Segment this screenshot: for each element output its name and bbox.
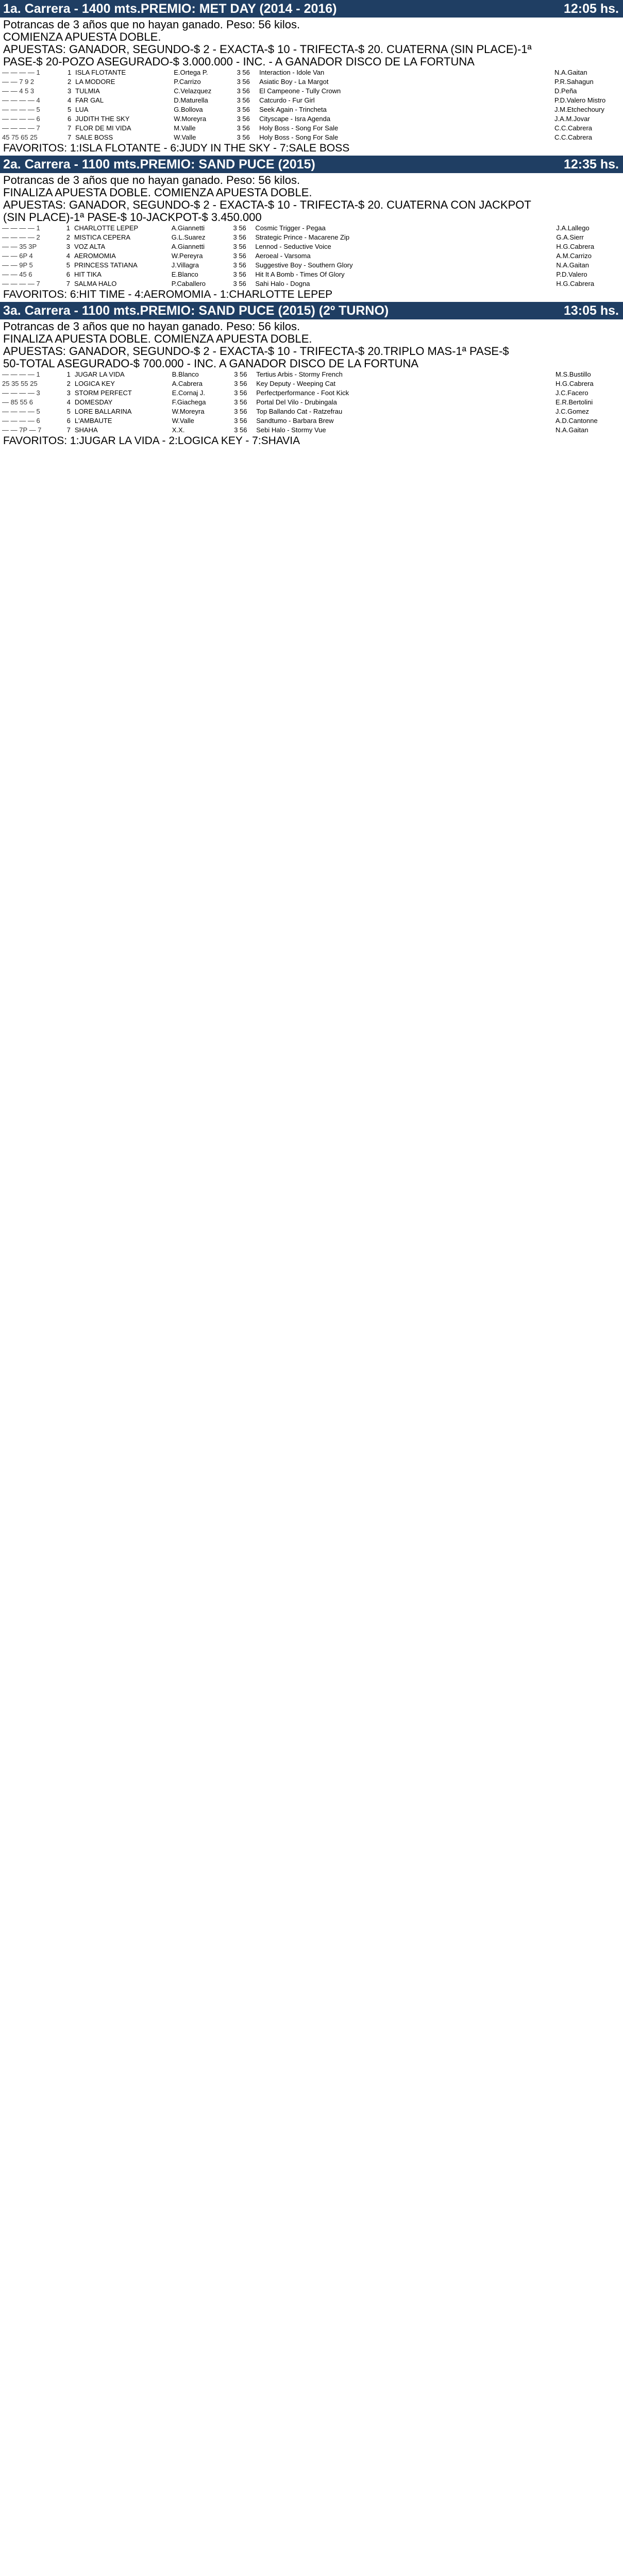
entry-number: 6: [67, 115, 72, 123]
entry-notes: [344, 77, 554, 87]
age-weight: 3 56: [237, 87, 250, 95]
trainer-name: D.Peña: [554, 87, 577, 95]
entry-notes: [351, 407, 555, 416]
entry-number: 6: [66, 270, 70, 278]
entry-number: 7: [67, 133, 72, 141]
age-weight: 3 56: [237, 124, 250, 132]
pedigree: Strategic Prince - Macarene Zip: [255, 233, 350, 241]
jockey-name: P.Carrizo: [174, 78, 201, 86]
jockey-name: E.Ortega P.: [174, 69, 208, 76]
condition-line: APUESTAS: GANADOR, SEGUNDO-$ 2 - EXACTA-$ 10 - TRIFECTA-$ 20. CUATERNA CON JACKPOT: [3, 199, 531, 211]
entry-row: [2, 224, 623, 233]
pedigree: Holy Boss - Song For Sale: [259, 133, 339, 141]
trainer-name: H.G.Cabrera: [556, 243, 595, 250]
horse-name: FLOR DE MI VIDA: [75, 124, 131, 132]
pedigree: Catcurdo - Fur Girl: [259, 96, 315, 104]
pedigree: Cityscape - Isra Agenda: [259, 115, 331, 123]
entry-form: — — — — 1: [2, 224, 40, 232]
age-weight: 3 56: [233, 224, 246, 232]
race-card: [0, 302, 623, 448]
entry-number: 3: [67, 87, 72, 95]
jockey-name: E.Blanco: [171, 270, 198, 278]
entry-row: [2, 105, 623, 114]
jockey-name: W.Valle: [174, 133, 196, 141]
entry-row: [2, 407, 623, 416]
horse-name: STORM PERFECT: [74, 389, 132, 397]
trainer-name: J.M.Etchechoury: [554, 106, 604, 113]
horse-name: DOMESDAY: [74, 398, 113, 406]
trainer-name: J.A.M.Jovar: [554, 115, 590, 123]
entry-row: [2, 233, 623, 242]
entry-form: — — — — 4: [2, 96, 40, 104]
entry-notes: [355, 233, 557, 242]
race-header: [0, 302, 623, 319]
jockey-name: E.Cornaj J.: [172, 389, 206, 397]
age-weight: 3 56: [237, 96, 250, 104]
entry-form: — — 45 6: [2, 270, 32, 278]
trainer-name: C.C.Cabrera: [554, 133, 593, 141]
favorites-line: FAVORITOS: 6:HIT TIME - 4:AEROMOMIA - 1:CHARLOTTE LEPEP: [3, 289, 333, 300]
pedigree: Sahi Halo - Dogna: [255, 280, 310, 287]
pedigree: Seek Again - Trincheta: [259, 106, 327, 113]
favorites-line: FAVORITOS: 1:ISLA FLOTANTE - 6:JUDY IN THE SKY - 7:SALE BOSS: [3, 142, 350, 154]
entry-row: [2, 133, 623, 142]
entry-number: 7: [66, 426, 71, 434]
trainer-name: M.S.Bustillo: [555, 370, 591, 378]
entry-form: — — 7P — 7: [2, 426, 42, 434]
entry-row: [2, 242, 623, 251]
entry-notes: [344, 105, 554, 114]
jockey-name: W.Pereyra: [171, 252, 203, 260]
entry-notes: [355, 224, 557, 233]
entry-notes: [344, 96, 554, 105]
age-weight: 3 56: [237, 69, 250, 76]
horse-name: LUA: [75, 106, 89, 113]
entry-form: — — 7 9 2: [2, 78, 35, 86]
race-time: 13:05 hs.: [563, 303, 619, 318]
race-title: 2a. Carrera - 1100 mts.PREMIO: SAND PUCE (2015): [3, 157, 315, 172]
horse-name: AEROMOMIA: [74, 252, 116, 260]
jockey-name: F.Giachega: [172, 398, 206, 406]
jockey-name: G.L.Suarez: [171, 233, 206, 241]
entries-table: [2, 68, 623, 142]
pedigree: Perfectperformance - Foot Kick: [256, 389, 349, 397]
horse-name: VOZ ALTA: [74, 243, 106, 250]
age-weight: 3 56: [234, 380, 247, 387]
entry-row: [2, 279, 623, 289]
entry-notes: [351, 398, 555, 407]
trainer-name: A.M.Carrizo: [556, 252, 592, 260]
race-title: 1a. Carrera - 1400 mts.PREMIO: MET DAY (2014 - 2016): [3, 2, 337, 16]
jockey-name: W.Moreyra: [174, 115, 207, 123]
condition-line: Potrancas de 3 años que no hayan ganado. Peso: 56 kilos.: [3, 19, 300, 31]
condition-line: FINALIZA APUESTA DOBLE. COMIENZA APUESTA DOBLE.: [3, 187, 312, 199]
trainer-name: H.G.Cabrera: [555, 380, 594, 387]
entry-form: — — — — 7: [2, 124, 40, 132]
age-weight: 3 56: [237, 115, 250, 123]
jockey-name: A.Giannetti: [171, 243, 205, 250]
age-weight: 3 56: [233, 270, 246, 278]
entry-row: [2, 261, 623, 270]
entry-row: [2, 96, 623, 105]
pedigree: Tertius Arbis - Stormy French: [256, 370, 343, 378]
pedigree: Suggestive Boy - Southern Glory: [255, 261, 353, 269]
trainer-name: N.A.Gaitan: [554, 69, 587, 76]
trainer-name: C.C.Cabrera: [554, 124, 593, 132]
pedigree: Cosmic Trigger - Pegaa: [255, 224, 326, 232]
entry-notes: [344, 133, 554, 142]
horse-name: LOGICA KEY: [74, 380, 115, 387]
entry-row: [2, 124, 623, 133]
age-weight: 3 56: [237, 78, 250, 86]
pedigree: Sandtumo - Barbara Brew: [256, 417, 334, 425]
entry-number: 2: [66, 380, 71, 387]
trainer-name: A.D.Cantonne: [555, 417, 598, 425]
age-weight: 3 56: [233, 233, 246, 241]
entry-form: — 85 55 6: [2, 398, 33, 406]
entry-form: — — — — 1: [2, 370, 40, 378]
entry-notes: [344, 87, 554, 96]
condition-line: PASE-$ 20-POZO ASEGURADO-$ 3.000.000 - INC. - A GANADOR DISCO DE LA FORTUNA: [3, 56, 475, 68]
age-weight: 3 56: [234, 426, 247, 434]
race-title: 3a. Carrera - 1100 mts.PREMIO: SAND PUCE (2015) (2º TURNO): [3, 303, 389, 318]
race-time: 12:05 hs.: [563, 2, 619, 16]
jockey-name: W.Moreyra: [172, 408, 205, 415]
jockey-name: J.Villagra: [171, 261, 199, 269]
race-card: [0, 156, 623, 302]
entry-row: [2, 388, 623, 398]
entry-number: 1: [66, 224, 70, 232]
condition-line: FINALIZA APUESTA DOBLE. COMIENZA APUESTA DOBLE.: [3, 333, 312, 345]
pedigree: Interaction - Idole Van: [259, 69, 325, 76]
entry-form: — — — — 1: [2, 69, 40, 76]
pedigree: Hit It A Bomb - Times Of Glory: [255, 270, 345, 278]
horse-name: CHARLOTTE LEPEP: [74, 224, 139, 232]
jockey-name: A.Giannetti: [171, 224, 205, 232]
race-card: [0, 0, 623, 156]
horse-name: LA MODORE: [75, 78, 115, 86]
entry-number: 5: [66, 261, 70, 269]
horse-name: SHAHA: [74, 426, 98, 434]
entry-notes: [344, 68, 554, 77]
entry-form: — — — — 6: [2, 115, 40, 123]
entry-row: [2, 270, 623, 279]
trainer-name: E.R.Bertolini: [555, 398, 593, 406]
trainer-name: N.A.Gaitan: [555, 426, 588, 434]
entry-row: [2, 87, 623, 96]
race-conditions: [0, 18, 623, 68]
age-weight: 3 56: [233, 252, 246, 260]
entry-number: 7: [66, 280, 70, 287]
jockey-name: C.Velazquez: [174, 87, 212, 95]
entry-notes: [355, 242, 557, 251]
entry-form: — — 6P 4: [2, 252, 33, 260]
trainer-name: J.A.Lallego: [556, 224, 590, 232]
jockey-name: B.Blanco: [172, 370, 199, 378]
entry-form: — — — — 6: [2, 417, 40, 425]
condition-line: COMIENZA APUESTA DOBLE.: [3, 31, 161, 43]
jockey-name: A.Cabrera: [172, 380, 203, 387]
entry-number: 3: [66, 243, 70, 250]
entry-row: [2, 68, 623, 77]
entry-notes: [351, 416, 555, 426]
condition-line: Potrancas de 3 años que no hayan ganado. Peso: 56 kilos.: [3, 174, 300, 187]
entry-number: 4: [67, 96, 72, 104]
entry-notes: [351, 370, 555, 379]
age-weight: 3 56: [237, 133, 250, 141]
entry-form: — — — — 5: [2, 106, 40, 113]
age-weight: 3 56: [233, 261, 246, 269]
pedigree: Holy Boss - Song For Sale: [259, 124, 339, 132]
entry-number: 4: [66, 252, 70, 260]
pedigree: Portal Del Vilo - Drubingala: [256, 398, 337, 406]
entry-notes: [344, 124, 554, 133]
entry-notes: [351, 388, 555, 398]
jockey-name: X.X.: [172, 426, 185, 434]
entry-number: 1: [66, 370, 71, 378]
horse-name: HIT TIKA: [74, 270, 102, 278]
trainer-name: J.C.Gomez: [555, 408, 590, 415]
race-conditions: [0, 173, 623, 224]
condition-line: Potrancas de 3 años que no hayan ganado. Peso: 56 kilos.: [3, 320, 300, 333]
trainer-name: N.A.Gaitan: [556, 261, 589, 269]
entries-table: [2, 224, 623, 289]
entry-row: [2, 398, 623, 407]
entry-notes: [351, 379, 555, 388]
entry-notes: [344, 114, 554, 124]
condition-line: 50-TOTAL ASEGURADO-$ 700.000 - INC. A GANADOR DISCO DE LA FORTUNA: [3, 358, 419, 370]
horse-name: LORE BALLARINA: [74, 408, 132, 415]
trainer-name: P.D.Valero: [556, 270, 587, 278]
pedigree: Key Deputy - Weeping Cat: [256, 380, 335, 387]
condition-line: APUESTAS: GANADOR, SEGUNDO-$ 2 - EXACTA-$ 10 - TRIFECTA-$ 20. CUATERNA (SIN PLACE)-1ª: [3, 43, 532, 56]
entry-row: [2, 251, 623, 261]
race-header: [0, 156, 623, 173]
entry-number: 5: [67, 106, 72, 113]
entry-form: 25 35 55 25: [2, 380, 38, 387]
entry-number: 7: [67, 124, 72, 132]
entries-table: [2, 370, 623, 435]
age-weight: 3 56: [234, 398, 247, 406]
trainer-name: P.D.Valero Mistro: [554, 96, 606, 104]
trainer-name: J.C.Facero: [555, 389, 588, 397]
entry-notes: [355, 270, 557, 279]
entry-form: — — — — 7: [2, 280, 40, 287]
entry-notes: [355, 279, 557, 289]
horse-name: L'AMBAUTE: [74, 417, 112, 425]
age-weight: 3 56: [233, 280, 246, 287]
horse-name: SALMA HALO: [74, 280, 117, 287]
entry-row: [2, 416, 623, 426]
jockey-name: D.Maturella: [174, 96, 208, 104]
horse-name: JUDITH THE SKY: [75, 115, 130, 123]
condition-line: (SIN PLACE)-1ª PASE-$ 10-JACKPOT-$ 3.450.000: [3, 211, 262, 224]
pedigree: Aeroeal - Varsoma: [255, 252, 311, 260]
jockey-name: W.Valle: [172, 417, 194, 425]
jockey-name: G.Bollova: [174, 106, 203, 113]
pedigree: Lennod - Seductive Voice: [255, 243, 331, 250]
horse-name: PRINCESS TATIANA: [74, 261, 138, 269]
entry-form: — — — — 2: [2, 233, 40, 241]
entry-notes: [355, 261, 557, 270]
entry-number: 1: [67, 69, 72, 76]
entry-row: [2, 370, 623, 379]
entry-number: 2: [66, 233, 70, 241]
entry-form: 45 75 65 25: [2, 133, 38, 141]
pedigree: Sebi Halo - Stormy Vue: [256, 426, 326, 434]
entry-form: — — 4 5 3: [2, 87, 35, 95]
pedigree: Asiatic Boy - La Margot: [259, 78, 329, 86]
race-conditions: [0, 319, 623, 370]
race-time: 12:35 hs.: [563, 157, 619, 172]
horse-name: JUGAR LA VIDA: [74, 370, 125, 378]
trainer-name: P.R.Sahagun: [554, 78, 594, 86]
entry-row: [2, 77, 623, 87]
horse-name: TULMIA: [75, 87, 100, 95]
age-weight: 3 56: [234, 408, 247, 415]
entry-row: [2, 379, 623, 388]
jockey-name: M.Valle: [174, 124, 196, 132]
trainer-name: H.G.Cabrera: [556, 280, 595, 287]
trainer-name: G.A.Sierr: [556, 233, 584, 241]
pedigree: El Campeone - Tully Crown: [259, 87, 341, 95]
entry-form: — — — — 3: [2, 389, 40, 397]
jockey-name: P.Caballero: [171, 280, 206, 287]
entry-number: 6: [66, 417, 71, 425]
horse-name: SALE BOSS: [75, 133, 113, 141]
entry-number: 3: [66, 389, 71, 397]
race-header: [0, 0, 623, 18]
age-weight: 3 56: [237, 106, 250, 113]
entry-notes: [351, 426, 555, 435]
age-weight: 3 56: [234, 417, 247, 425]
horse-name: ISLA FLOTANTE: [75, 69, 126, 76]
entry-form: — — — — 5: [2, 408, 40, 415]
entry-number: 2: [67, 78, 72, 86]
horse-name: MISTICA CEPERA: [74, 233, 131, 241]
age-weight: 3 56: [234, 389, 247, 397]
favorites-line: FAVORITOS: 1:JUGAR LA VIDA - 2:LOGICA KEY - 7:SHAVIA: [3, 435, 300, 447]
entry-notes: [355, 251, 557, 261]
race-program: [0, 0, 623, 448]
entry-row: [2, 426, 623, 435]
horse-name: FAR GAL: [75, 96, 104, 104]
age-weight: 3 56: [234, 370, 247, 378]
age-weight: 3 56: [233, 243, 246, 250]
entry-form: — — 35 3P: [2, 243, 37, 250]
entry-form: — — 9P 5: [2, 261, 33, 269]
entry-number: 5: [66, 408, 71, 415]
condition-line: APUESTAS: GANADOR, SEGUNDO-$ 2 - EXACTA-$ 10 - TRIFECTA-$ 20.TRIPLO MAS-1ª PASE-$: [3, 345, 509, 358]
entry-row: [2, 114, 623, 124]
entry-number: 4: [66, 398, 71, 406]
pedigree: Top Ballando Cat - Ratzefrau: [256, 408, 343, 415]
